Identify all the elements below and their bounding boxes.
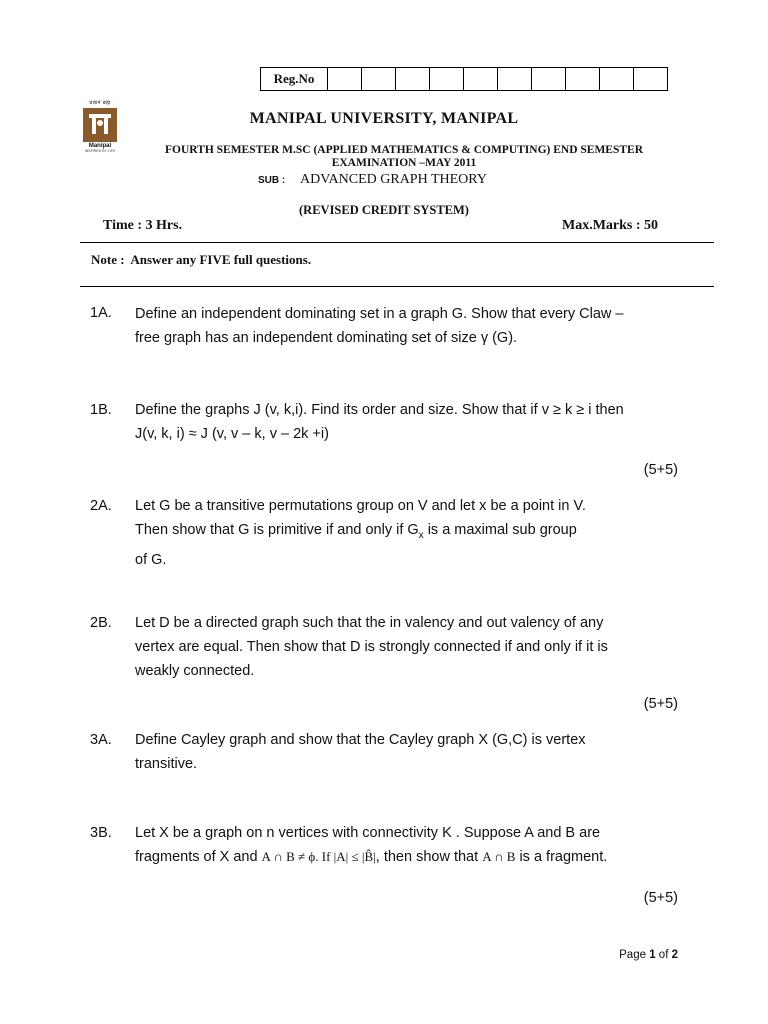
reg-no-cell [566,68,600,90]
reg-no-cell [464,68,498,90]
logo-tagline: INSPIRED BY LIFE [84,149,116,153]
question-number: 1A. [90,305,112,321]
reg-no-cell [498,68,532,90]
semester-heading [130,144,678,170]
question-2b: Let D be a directed graph such that the in valency and out valency of any vertex are equal. Then show that D is strongly connected if and only if it is weakly connected. [135,615,608,679]
logo-motto: प्रज्ञानं ब्रह्म [89,100,111,106]
reg-no-cell [600,68,634,90]
divider [80,242,714,243]
math-expression: A ∩ B [482,849,516,864]
divider [80,286,714,287]
question-number: 3B. [90,825,112,841]
math-expression: A ∩ B ≠ ϕ. If [261,849,334,864]
question-2a: Let G be a transitive permutations group on V and let x be a point in V. Then show that G is primitive if and only if $G_x$ is a maximal sub group of G. [135,498,586,568]
subject-label: SUB : [258,175,286,186]
note-text: Answer any FIVE full questions. [130,252,312,267]
reg-no-box [260,67,668,91]
marks-allocation: (5+5) [643,462,678,478]
logo-name: Manipal [88,143,112,149]
university-title: MANIPAL UNIVERSITY, MANIPAL [249,110,519,127]
credit-system: (REVISED CREDIT SYSTEM) [299,203,469,217]
semester-line-2: EXAMINATION –MAY 2011 [331,157,477,169]
question-3a: Define Cayley graph and show that the Cayley graph X (G,C) is vertex transitive. [135,732,586,772]
question-1b: Define the graphs J (v, k,i). Find its order and size. Show that if v ≥ k ≥ i then J(v, k, i) ≈ J (v, v – k, v – 2k +i) [135,402,624,442]
exam-duration: Time : 3 Hrs. [103,218,183,233]
semester-line-1: FOURTH SEMESTER M.SC (APPLIED MATHEMATICS & COMPUTING) END SEMESTER [164,144,644,156]
reg-no-cell [634,68,667,90]
question-number: 2A. [90,498,112,514]
note-label: Note : [91,252,125,267]
question-number: 2B. [90,615,112,631]
question-3b: Let X be a graph on n vertices with connectivity K . Suppose A and B are fragments of X and A ∩ B ≠ ϕ. If |A| ≤ |B̂|, then show that A ∩ B is a fragment. [135,825,608,865]
reg-no-cell [328,68,362,90]
page-number: Page 1 of 2 [619,949,678,961]
reg-no-cell [396,68,430,90]
marks-allocation: (5+5) [643,696,678,712]
max-marks: Max.Marks : 50 [562,218,659,233]
math-expression: |A| ≤ |B̂| [333,849,376,864]
reg-no-cell [430,68,464,90]
subject-name: ADVANCED GRAPH THEORY [300,172,487,187]
question-number: 3A. [90,732,112,748]
reg-no-cell [362,68,396,90]
marks-allocation: (5+5) [643,890,678,906]
reg-no-cell [532,68,566,90]
reg-no-label: Reg.No [261,68,328,90]
instructions-note [91,252,311,268]
question-number: 1B. [90,402,112,418]
question-1a: Define an independent dominating set in a graph G. Show that every Claw – free graph has an independent dominating set of size γ (G). [135,306,624,346]
